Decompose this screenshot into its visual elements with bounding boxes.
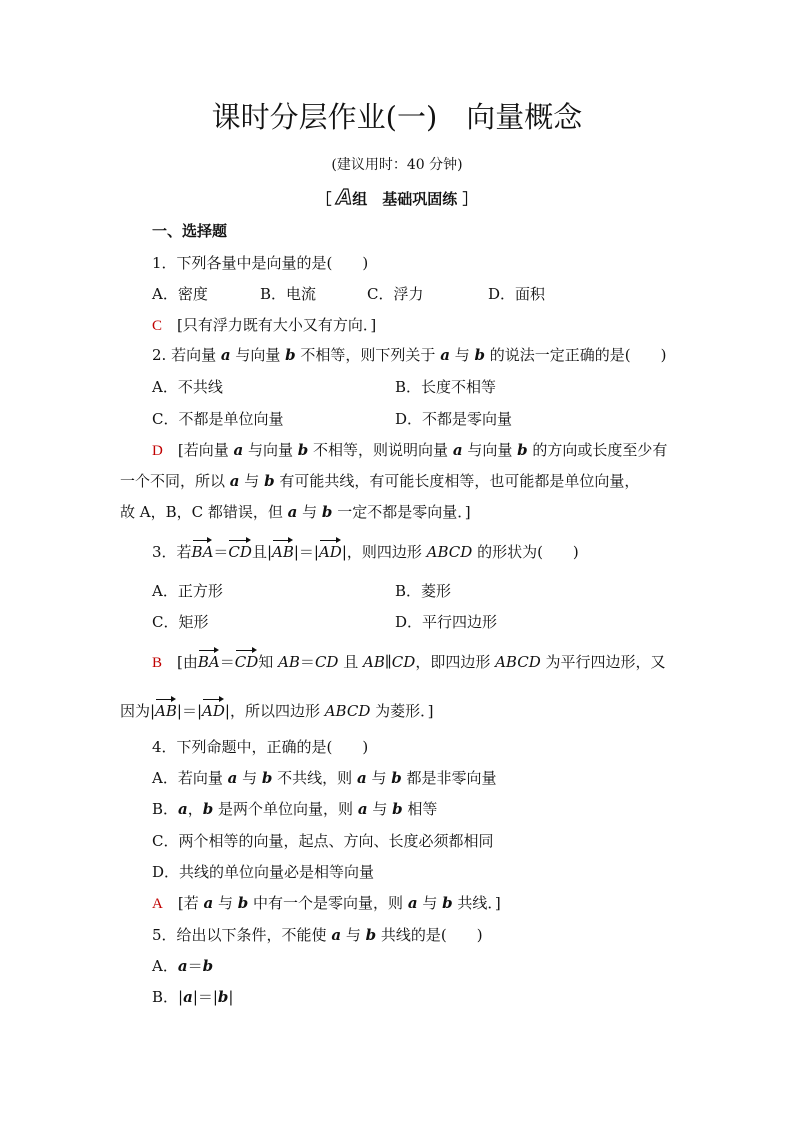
q4-stem: 4．下列命题中，正确的是( ) <box>152 738 369 756</box>
q1-option-d: D．面积 <box>488 285 546 303</box>
q3-stem <box>152 538 579 562</box>
vector-a: a <box>203 894 214 912</box>
text: |＝| <box>192 988 218 1006</box>
q4-option-c: C．两个相等的向量，起点、方向、长度必须都相同 <box>152 832 494 850</box>
vector-b: b <box>285 346 296 364</box>
text: 2. 若向量 <box>152 346 221 364</box>
group-a-logo: A <box>336 185 353 209</box>
text: 与 <box>341 926 366 944</box>
vector-a: a <box>229 472 240 490</box>
text: B． <box>152 800 179 818</box>
vector-a: a <box>183 988 193 1006</box>
group-label: 组 基础巩固练 <box>352 190 458 208</box>
q4-option-a <box>152 768 497 788</box>
q2-option-d: D．不都是零向量 <box>395 410 513 428</box>
vector-b: b <box>321 503 333 521</box>
vector-b: b <box>365 926 377 944</box>
text: ＝ <box>213 543 229 561</box>
q5-stem <box>152 925 483 945</box>
suggested-time: (建议用时：40 分钟) <box>331 157 463 173</box>
text: |，所以四边形 <box>224 702 325 720</box>
text: 的形状为( ) <box>472 543 579 561</box>
quad-abcd: ABCD <box>426 543 473 561</box>
vector-a: a <box>452 441 463 459</box>
text: 与 <box>237 769 262 787</box>
text: 与 <box>417 894 443 912</box>
vector-cd-arrow: CD <box>235 648 259 672</box>
text: [若向量 <box>177 441 234 459</box>
segment-cd: CD <box>391 653 416 671</box>
q2-explanation-line2 <box>120 471 639 491</box>
vector-a: a <box>331 926 342 944</box>
vector-b: b <box>264 472 275 490</box>
text: 与 <box>239 472 265 490</box>
text: 的说法一定正确的是( ) <box>484 346 667 364</box>
text: ，即四边形 <box>415 653 496 671</box>
text: 共线的是( ) <box>376 926 483 944</box>
vector-ba-arrow: BA <box>198 648 220 672</box>
segment-ab: AB <box>363 653 385 671</box>
q1-option-c: C．浮力 <box>367 285 424 303</box>
q1-option-a: A．密度 <box>152 285 208 303</box>
q3-explanation-line2 <box>120 697 433 721</box>
vector-a: a <box>233 441 244 459</box>
text: 因为| <box>120 702 156 720</box>
text: 知 <box>258 653 279 671</box>
vector-b: b <box>474 346 485 364</box>
q3-option-b: B．菱形 <box>395 582 452 600</box>
vector-b: b <box>517 441 528 459</box>
vector-cd-arrow: CD <box>228 538 252 562</box>
text: |＝| <box>176 702 203 720</box>
text: 故 A，B，C 都错误，但 <box>120 503 288 521</box>
vector-b: b <box>237 894 249 912</box>
q1-stem: 1．下列各量中是向量的是( ) <box>152 254 369 272</box>
text: 与向量 <box>462 441 518 459</box>
text: 有可能共线，有可能长度相等，也可能都是单位向量， <box>274 472 640 490</box>
q3-option-a: A．正方形 <box>152 582 223 600</box>
vector-b: b <box>297 441 309 459</box>
vector-a: a <box>356 769 367 787</box>
q4-answer: A <box>152 896 163 912</box>
text: 共线．] <box>452 894 501 912</box>
q4-option-b <box>152 799 437 819</box>
text: ∥ <box>384 653 392 671</box>
text: A． <box>152 957 178 975</box>
text: [由 <box>177 653 198 671</box>
text: 是两个单位向量，则 <box>213 800 358 818</box>
text: ＝ <box>299 653 315 671</box>
q2-option-a: A．不共线 <box>152 378 223 396</box>
text: B．| <box>152 988 184 1006</box>
text: 为菱形．] <box>370 702 434 720</box>
right-bracket: ］ <box>457 190 478 208</box>
text: 与 <box>297 503 322 521</box>
text: 都是非零向量 <box>401 769 497 787</box>
quad-abcd: ABCD <box>324 702 371 720</box>
vector-ab-arrow: AB <box>155 697 177 721</box>
text: 且 <box>338 653 363 671</box>
vector-a: a <box>287 503 298 521</box>
text: ＝ <box>219 653 235 671</box>
q1-answer-line <box>152 315 376 336</box>
segment-ab: AB <box>278 653 300 671</box>
q4-answer-line <box>152 893 501 914</box>
vector-ad-arrow: AD <box>319 538 342 562</box>
text: 相等 <box>402 800 438 818</box>
vector-a: a <box>357 800 368 818</box>
text: 不相等，则说明向量 <box>308 441 453 459</box>
text: 的方向或长度至少有 <box>527 441 668 459</box>
q3-option-c: C．矩形 <box>152 613 209 631</box>
vector-a: a <box>220 346 231 364</box>
vector-b: b <box>442 894 453 912</box>
text: 5．给出以下条件，不能使 <box>152 926 332 944</box>
text: 中有一个是零向量，则 <box>248 894 408 912</box>
text: ， <box>187 800 203 818</box>
q1-answer: C <box>152 318 163 334</box>
vector-b: b <box>392 800 403 818</box>
q4-option-d: D．共线的单位向量必是相等向量 <box>152 863 375 881</box>
text: | <box>228 988 234 1006</box>
q2-option-c: C．不都是单位向量 <box>152 410 284 428</box>
q3-explanation-line1 <box>152 648 666 673</box>
text: ＝ <box>187 957 203 975</box>
vector-b: b <box>217 988 229 1006</box>
vector-ab-arrow: AB <box>272 538 294 562</box>
vector-a: a <box>407 894 418 912</box>
text: |＝| <box>293 543 319 561</box>
vector-ba-arrow: BA <box>192 538 214 562</box>
q3-option-d: D．平行四边形 <box>395 613 498 631</box>
q2-explanation-line3 <box>120 502 471 522</box>
text: 不共线，则 <box>272 769 357 787</box>
quad-abcd: ABCD <box>495 653 541 671</box>
q2-explanation-line1 <box>152 440 667 461</box>
q5-option-b <box>152 987 233 1007</box>
section-label: 一、选择题 <box>152 222 228 240</box>
vector-a: a <box>227 769 238 787</box>
text: 且| <box>251 543 272 561</box>
q1-explanation: [只有浮力既有大小又有方向．] <box>177 316 377 334</box>
text: 与向量 <box>243 441 298 459</box>
text: 一个不同，所以 <box>120 472 230 490</box>
vector-b: b <box>202 957 214 975</box>
group-heading <box>0 186 794 210</box>
text: 与 <box>449 346 475 364</box>
vector-b: b <box>391 769 402 787</box>
q1-option-b: B．电流 <box>260 285 317 303</box>
text: A．若向量 <box>152 769 228 787</box>
page-title: 课时分层作业(一) 向量概念 <box>211 100 583 134</box>
q3-answer: B <box>152 655 163 671</box>
text: 为平行四边形，又 <box>540 653 666 671</box>
text: 不相等，则下列关于 <box>295 346 441 364</box>
text: 3．若 <box>152 543 192 561</box>
text: [若 <box>177 894 204 912</box>
vector-ad-arrow: AD <box>202 697 225 721</box>
vector-b: b <box>202 800 214 818</box>
q2-option-b: B．长度不相等 <box>395 378 497 396</box>
text: 与 <box>367 800 393 818</box>
text: 与向量 <box>230 346 286 364</box>
vector-a: a <box>178 800 188 818</box>
text: 与 <box>366 769 392 787</box>
left-bracket: ［ <box>316 190 337 208</box>
vector-a: a <box>440 346 450 364</box>
segment-cd: CD <box>314 653 339 671</box>
text: 与 <box>213 894 238 912</box>
q5-option-a <box>152 956 213 976</box>
vector-a: a <box>177 957 188 975</box>
vector-b: b <box>261 769 273 787</box>
q2-stem <box>152 345 666 365</box>
text: |，则四边形 <box>341 543 427 561</box>
text: 一定不都是零向量．] <box>332 503 471 521</box>
q2-answer: D <box>152 443 163 459</box>
